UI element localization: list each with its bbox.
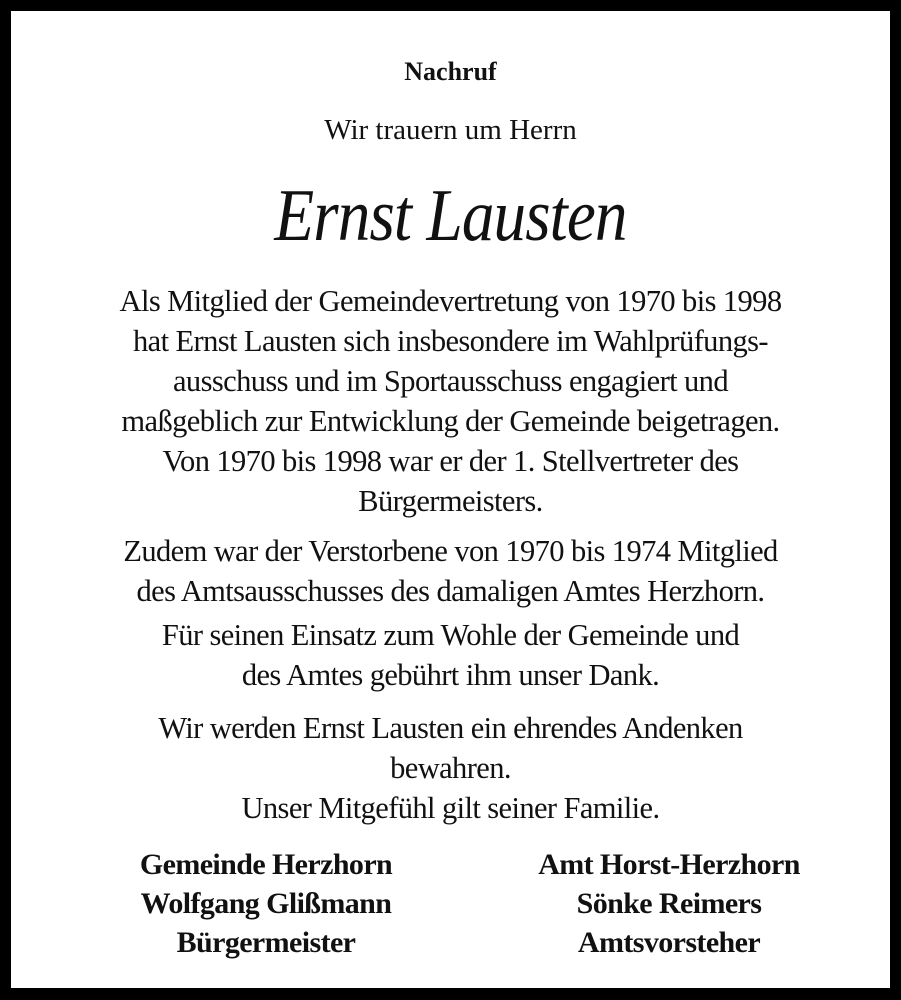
paragraph-committee xyxy=(11,531,890,611)
paragraph-condolence xyxy=(11,708,890,828)
paragraph-career xyxy=(11,281,890,521)
obituary-notice xyxy=(11,11,890,988)
paragraph-thanks xyxy=(11,615,890,695)
text-line: des Amtes gebührt ihm unser Dank. xyxy=(241,658,660,692)
notice-intro: Wir trauern um Herrn xyxy=(324,114,577,146)
signature-role: Amtsvorsteher xyxy=(577,926,761,959)
text-line: bewahren. xyxy=(390,751,511,785)
text-line: Unser Mitgefühl gilt seiner Familie. xyxy=(241,791,660,825)
signature-office xyxy=(489,845,849,962)
text-line: Von 1970 bis 1998 war er der 1. Stellvertreter des xyxy=(162,444,739,478)
text-line: Als Mitglied der Gemeindevertretung von 1970 bis 1998 xyxy=(119,284,782,318)
text-line: Bürgermeisters. xyxy=(358,484,543,518)
text-line: maßgeblich zur Entwicklung der Gemeinde beigetragen. xyxy=(121,404,780,438)
signature-person: Sönke Reimers xyxy=(576,887,762,920)
signature-organization: Gemeinde Herzhorn xyxy=(139,848,393,881)
signature-organization: Amt Horst-Herzhorn xyxy=(538,848,800,881)
text-line: ausschuss und im Sportausschuss engagiert und xyxy=(173,364,728,398)
text-line: Wir werden Ernst Lausten ein ehrendes Andenken xyxy=(158,711,743,745)
signature-role: Bürgermeister xyxy=(176,926,356,959)
signature-municipality xyxy=(86,845,446,962)
notice-title: Nachruf xyxy=(404,57,497,86)
deceased-name: Ernst Lausten xyxy=(274,175,627,257)
text-line: hat Ernst Lausten sich insbesondere im Wahlprüfungs- xyxy=(133,324,768,358)
text-line: des Amtsausschusses des damaligen Amtes Herzhorn. xyxy=(136,574,765,608)
text-line: Zudem war der Verstorbene von 1970 bis 1974 Mitglied xyxy=(123,534,778,568)
signature-person: Wolfgang Glißmann xyxy=(140,887,392,920)
text-line: Für seinen Einsatz zum Wohle der Gemeinde und xyxy=(161,618,740,652)
